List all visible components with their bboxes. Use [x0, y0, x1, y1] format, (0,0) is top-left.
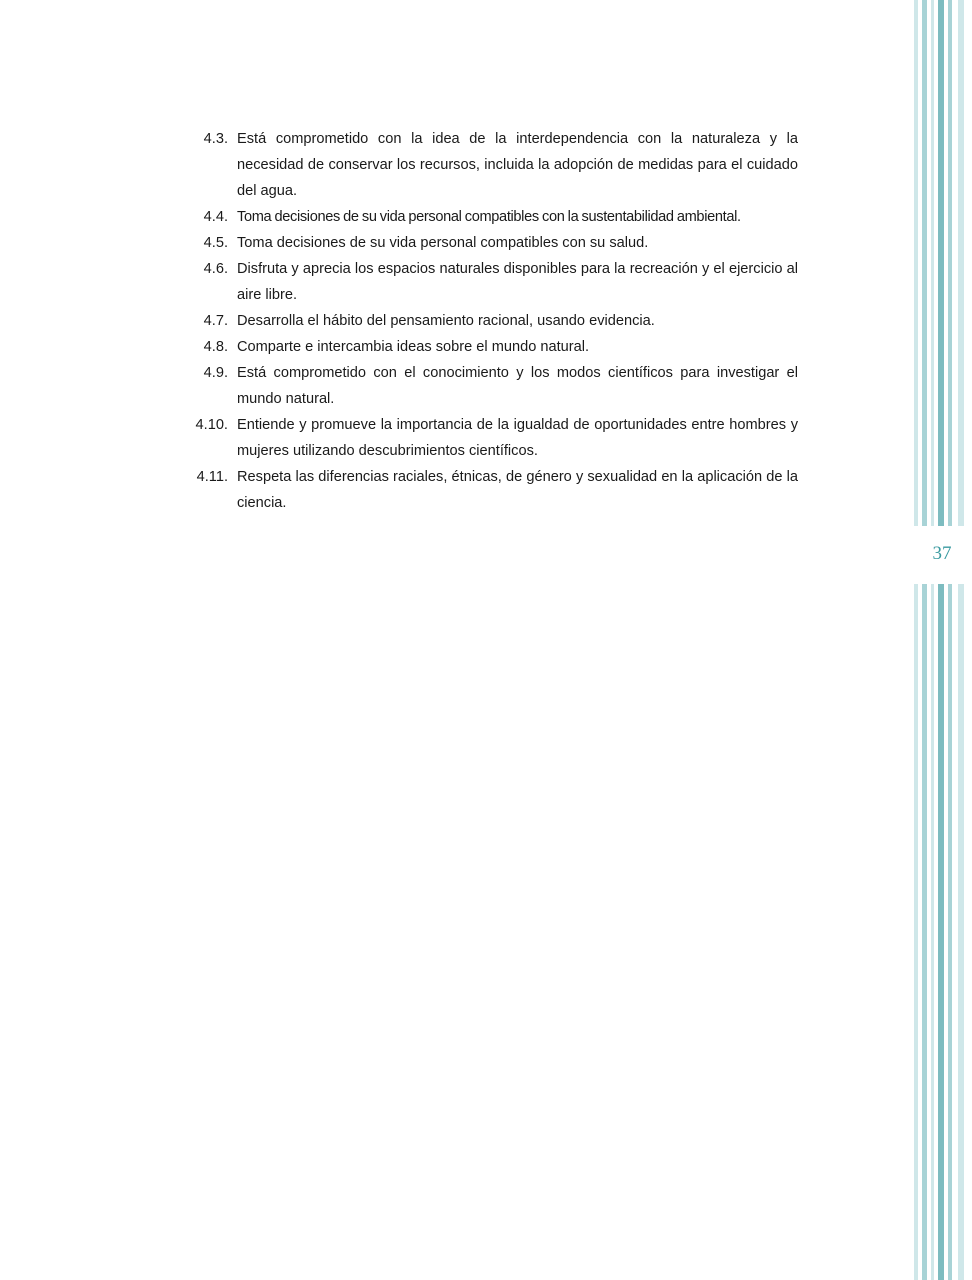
- item-text: Está comprometido con el conocimiento y los modos científicos para investigar el mundo natural.: [237, 365, 798, 407]
- stripe: [931, 0, 934, 526]
- list-item: [184, 308, 798, 334]
- list-item: [184, 126, 798, 204]
- stripe: [914, 584, 918, 1280]
- decorative-stripes-top: [912, 0, 972, 526]
- page-number: 37: [932, 543, 952, 564]
- decorative-stripes-bottom: [912, 584, 972, 1280]
- item-text: Disfruta y aprecia los espacios naturales disponibles para la recreación y el ejercicio al aire libre.: [237, 261, 798, 303]
- item-number: 4.8.: [203, 339, 228, 355]
- stripe: [948, 0, 952, 526]
- item-text: Toma decisiones de su vida personal compatibles con la sustentabilidad ambiental.: [237, 209, 741, 225]
- objectives-list: [184, 126, 798, 516]
- list-item: [184, 334, 798, 360]
- stripe: [922, 0, 927, 526]
- list-item: [184, 204, 798, 230]
- item-number: 4.6.: [203, 261, 228, 277]
- item-text: Respeta las diferencias raciales, étnicas, de género y sexualidad en la aplicación de la ciencia.: [237, 469, 798, 511]
- stripe: [938, 0, 944, 526]
- list-item: [184, 464, 798, 516]
- list-item: [184, 360, 798, 412]
- list-item: [184, 230, 798, 256]
- stripe: [931, 584, 934, 1280]
- item-number: 4.10.: [195, 417, 228, 433]
- item-number: 4.7.: [203, 313, 228, 329]
- item-text: Desarrolla el hábito del pensamiento racional, usando evidencia.: [237, 313, 655, 329]
- item-text: Comparte e intercambia ideas sobre el mundo natural.: [237, 339, 590, 355]
- item-number: 4.5.: [203, 235, 228, 251]
- item-number: 4.11.: [196, 469, 228, 485]
- item-number: 4.4.: [203, 209, 228, 225]
- item-text: Entiende y promueve la importancia de la igualdad de oportunidades entre hombres y mujeres utilizando descubrimientos científicos.: [237, 417, 798, 459]
- item-text: Toma decisiones de su vida personal compatibles con su salud.: [237, 235, 649, 251]
- list-item: [184, 256, 798, 308]
- stripe: [938, 584, 944, 1280]
- item-number: 4.9.: [203, 365, 228, 381]
- stripe: [914, 0, 918, 526]
- stripe: [948, 584, 952, 1280]
- stripe: [922, 584, 927, 1280]
- stripe: [958, 0, 964, 526]
- item-text: Está comprometido con la idea de la interdependencia con la naturaleza y la necesidad de conservar los recursos, incluida la adopción de medidas para el cuidado del agua.: [237, 131, 798, 199]
- stripe: [958, 584, 964, 1280]
- item-number: 4.3.: [203, 131, 228, 147]
- list-item: [184, 412, 798, 464]
